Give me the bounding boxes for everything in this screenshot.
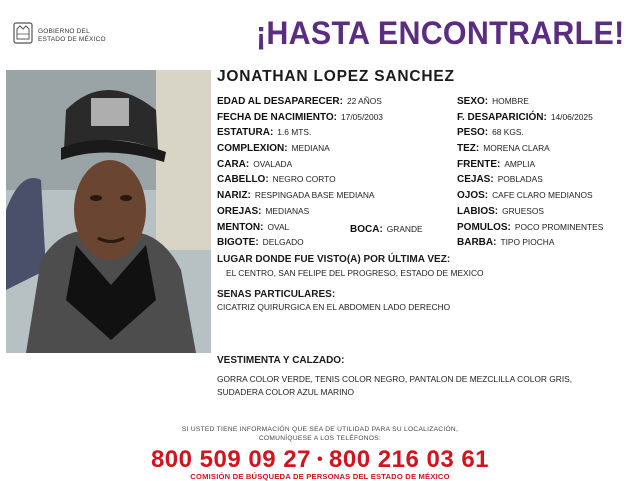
phone-separator: • <box>316 451 324 468</box>
field-estatura: ESTATURA: 1.6 MTS. <box>217 127 312 138</box>
field-cabello: CABELLO: NEGRO CORTO <box>217 174 336 185</box>
gov-logo <box>12 20 122 50</box>
headline: ¡HASTA ENCONTRARLE! <box>256 15 625 51</box>
last-seen-label: LUGAR DONDE FUE VISTO(A) POR ÚLTIMA VEZ: <box>217 254 451 265</box>
person-name: JONATHAN LOPEZ SANCHEZ <box>217 68 455 85</box>
field-cejas: CEJAS: POBLADAS <box>457 174 543 185</box>
field-ojos: OJOS: CAFE CLARO MEDIANOS <box>457 190 593 201</box>
info-line-2: COMUNÍQUESE A LOS TELÉFONOS: <box>258 435 382 442</box>
person-photo <box>6 70 211 353</box>
phone-numbers <box>0 446 640 474</box>
field-menton: MENTON: OVAL <box>217 222 290 233</box>
field-barba: BARBA: TIPO PIOCHA <box>457 237 555 248</box>
field-cara: CARA: OVALADA <box>217 159 293 170</box>
vestimenta-line-2: SUDADERA COLOR AZUL MARINO <box>217 387 354 397</box>
field-peso: PESO: 68 KGS. <box>457 127 524 138</box>
field-nariz: NARIZ: RESPINGADA BASE MEDIANA <box>217 190 375 201</box>
senas-value: CICATRIZ QUIRURGICA EN EL ABDOMEN LADO DERECHO <box>217 302 451 312</box>
field-orejas: OREJAS: MEDIANAS <box>217 206 310 217</box>
info-line-1: SI USTED TIENE INFORMACIÓN QUE SEA DE UTILIDAD PARA SU LOCALIZACIÓN, <box>181 426 459 433</box>
field-complexion: COMPLEXION: MEDIANA <box>217 143 330 154</box>
field-edad: EDAD AL DESAPARECER: 22 AÑOS <box>217 96 382 107</box>
senas-label: SENAS PARTICULARES: <box>217 289 336 300</box>
field-fecha-desaparicion: F. DESAPARICIÓN: 14/06/2025 <box>457 112 593 123</box>
last-seen-value: EL CENTRO, SAN FELIPE DEL PROGRESO, ESTADO DE MEXICO <box>226 268 484 278</box>
field-labios: LABIOS: GRUESOS <box>457 206 544 217</box>
field-boca: BOCA: GRANDE <box>350 224 423 235</box>
vestimenta-label: VESTIMENTA Y CALZADO: <box>217 355 345 366</box>
field-sexo: SEXO: HOMBRE <box>457 96 529 107</box>
field-tez: TEZ: MORENA CLARA <box>457 143 550 154</box>
field-bigote: BIGOTE: DELGADO <box>217 237 304 248</box>
state-emblem-icon <box>12 20 34 46</box>
field-fecha-nacimiento: FECHA DE NACIMIENTO: 17/05/2003 <box>217 112 383 123</box>
phone-2[interactable]: 800 216 03 61 <box>329 446 490 473</box>
gov-line-1: GOBIERNO DEL <box>38 28 90 35</box>
field-pomulos: POMULOS: POCO PROMINENTES <box>457 222 604 233</box>
vestimenta-line-1: GORRA COLOR VERDE, TENIS COLOR NEGRO, PANTALON DE MEZCLILLA COLOR GRIS, <box>217 374 573 384</box>
phone-1[interactable]: 800 509 09 27 <box>150 446 311 473</box>
commission-name: COMISIÓN DE BÚSQUEDA DE PERSONAS DEL ESTADO DE MÉXICO <box>190 472 450 481</box>
gov-line-2: ESTADO DE MÉXICO <box>38 36 106 43</box>
field-frente: FRENTE: AMPLIA <box>457 159 536 170</box>
